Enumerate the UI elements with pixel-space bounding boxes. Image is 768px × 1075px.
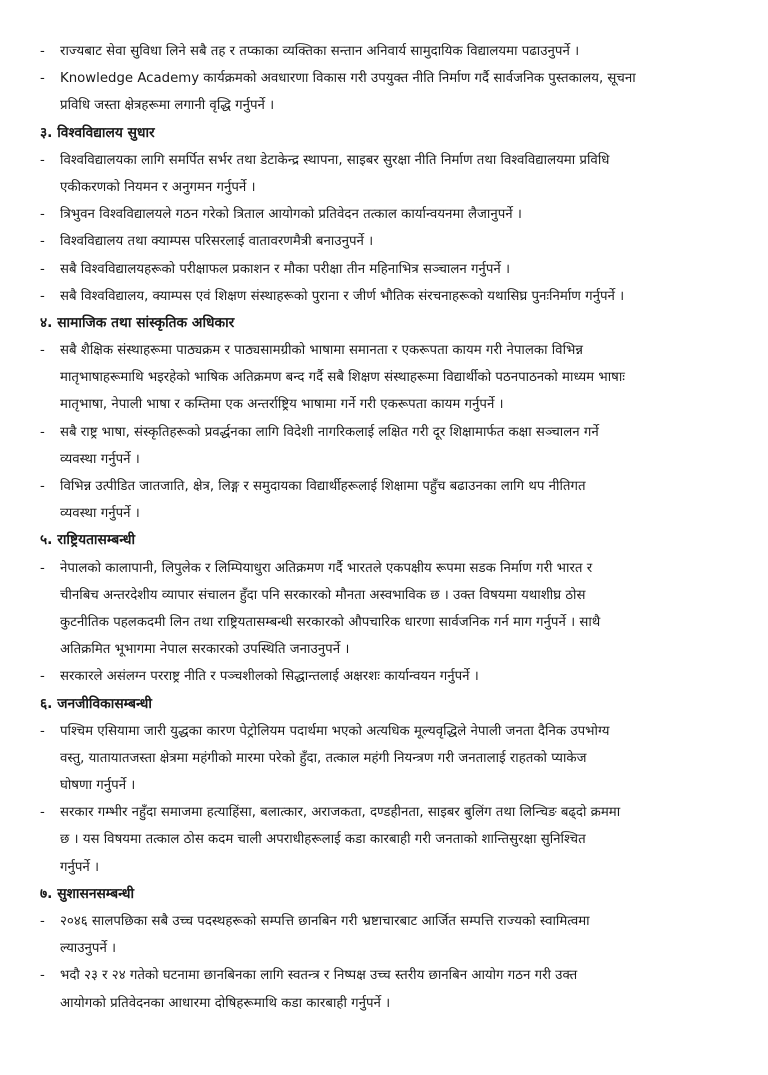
line-text: एकीकरणको नियमन र अनुगमन गर्नुपर्ने । [60,179,256,195]
bullet-marker: - [40,560,45,576]
line-text: राज्यबाट सेवा सुविधा लिने सबै तह र तप्काका व्यक्तिका सन्तान अनिवार्य सामुदायिक विद्यालयमा पढाउनुपर्ने । [60,44,580,59]
bullet-continuation [40,92,728,119]
bullet-continuation [40,174,728,201]
bullet-marker: - [40,723,45,739]
bullet-item [40,419,728,446]
line-text: ४. सामाजिक तथा सांस्कृतिक अधिकार [40,314,235,331]
bullet-marker: - [40,479,45,494]
bullet-marker: - [40,207,45,223]
bullet-continuation [40,582,728,609]
line-text: मातृभाषा, नेपाली भाषा र कम्तिमा एक अन्तर्राष्ट्रिय भाषामा गर्ने गरी एकरूपता कायम गर्नुपर्ने । [60,397,504,413]
section-heading [40,310,728,337]
bullet-item [40,147,728,174]
line-text: छ । यस विषयमा तत्काल ठोस कदम चाली अपराधीहरूलाई कडा कारबाही गरी जनताको शान्तिसुरक्षा सुनिश्चित [60,832,586,848]
bullet-marker: - [40,44,45,59]
bullet-item [40,473,728,500]
bullet-marker: - [40,424,45,440]
bullet-item [40,38,728,65]
line-text: विश्वविद्यालय तथा क्याम्पस परिसरलाई वातावरणमैत्री बनाउनुपर्ने । [60,234,374,250]
bullet-item [40,283,728,310]
bullet-item [40,718,728,745]
line-text: भदौ २३ र २४ गतेको घटनामा छानबिनका लागि स्वतन्त्र र निष्पक्ष उच्च स्तरीय छानबिन आयोग गठन गरी उक्त [60,968,578,984]
bullet-item [40,337,728,364]
bullet-marker: - [40,343,45,359]
bullet-continuation [40,826,728,853]
bullet-continuation [40,391,728,418]
line-text: व्यवस्था गर्नुपर्ने । [60,451,140,467]
line-text: प्रविधि जस्ता क्षेत्रहरूमा लगानी वृद्धि गर्नुपर्ने । [60,98,275,114]
bullet-continuation [40,745,728,772]
line-text: ७. सुशासनसम्बन्धी [40,885,135,902]
bullet-item [40,201,728,228]
bullet-marker: - [40,288,45,304]
bullet-marker: - [40,669,45,685]
bullet-item [40,908,728,935]
line-text: सबै राष्ट्र भाषा, संस्कृतिहरूको प्रवर्द्धनका लागि विदेशी नागरिकलाई लक्षित गरी दूर शिक्षामार्फत कक्षा सञ्चालन गर्ने [60,424,599,440]
line-text: व्यवस्था गर्नुपर्ने । [60,506,140,522]
line-text: त्रिभुवन विश्वविद्यालयले गठन गरेको त्रिताल आयोगको प्रतिवेदन तत्काल कार्यान्वयनमा लैजानुपर्ने । [60,207,522,223]
bullet-continuation [40,990,728,1017]
bullet-continuation [40,500,728,527]
line-text: सबै विश्वविद्यालय, क्याम्पस एवं शिक्षण संस्थाहरूको पुराना र जीर्ण भौतिक संरचनाहरूको यथासिघ्र पुनःनिर्माण गर्नुपर्ने । [60,288,625,304]
bullet-marker: - [40,71,45,87]
line-text: नेपालको कालापानी, लिपुलेक र लिम्पियाधुरा अतिक्रमण गर्दै भारतले एकपक्षीय रूपमा सडक निर्माण गरी भारत र [60,560,593,576]
bullet-item [40,65,728,92]
bullet-item [40,799,728,826]
bullet-marker: - [40,968,45,984]
line-text: २०४६ सालपछिका सबै उच्च पदस्थहरूको सम्पत्ति छानबिन गरी भ्रष्टाचारबाट आर्जित सम्पत्ति राज्यको स्वामित्वमा [60,914,590,929]
bullet-marker: - [40,805,45,821]
line-text: विभिन्न उत्पीडित जातजाति, क्षेत्र, लिङ्ग र समुदायका विद्यार्थीहरूलाई शिक्षामा पहुँच बढाउनका लागि थप नीतिगत [60,479,586,494]
line-text: Knowledge Academy कार्यक्रमको अवधारणा विकास गरी उपयुक्त नीति निर्माण गर्दै सार्वजनिक पुस्तकालय, सूचना [60,71,636,87]
line-text: सबै विश्वविद्यालयहरूको परीक्षाफल प्रकाशन र मौका परीक्षा तीन महिनाभित्र सञ्चालन गर्नुपर्ने । [60,261,511,277]
section-heading [40,691,728,718]
bullet-continuation [40,446,728,473]
section-heading [40,120,728,147]
bullet-marker: - [40,914,45,929]
section-heading [40,881,728,908]
line-text: ५. राष्ट्रियतासम्बन्धी [40,532,136,549]
bullet-marker: - [40,261,45,277]
bullet-continuation [40,636,728,663]
bullet-item [40,962,728,989]
line-text: सबै शैक्षिक संस्थाहरूमा पाठ्यक्रम र पाठ्यसामग्रीको भाषामा समानता र एकरूपता कायम गरी नेपालका विभिन्न [60,343,583,359]
line-text: वस्तु, यातायातजस्ता क्षेत्रमा महंगीको मारमा परेको हुँदा, तत्काल महंगी नियन्त्रण गरी जनतालाई राहतको प्याकेज [60,750,587,766]
line-text: गर्नुपर्ने । [60,859,100,875]
line-text: ६. जनजीविकासम्बन्धी [40,695,152,712]
bullet-item [40,663,728,690]
line-text: मातृभाषाहरूमाथि भइरहेको भाषिक अतिक्रमण बन्द गर्दै सबै शिक्षण संस्थाहरूमा विद्यार्थीको पठनपाठनको माध्यम भाषाः [60,370,625,386]
line-text: चीनबिच अन्तरदेशीय व्यापार संचालन हुँदा पनि सरकारको मौनता अस्वभाविक छ । उक्त विषयमा यथाशीघ्र ठोस [60,587,586,603]
line-text: सरकार गम्भीर नहुँदा समाजमा हत्याहिंसा, बलात्कार, अराजकता, दण्डहीनता, साइबर बुलिंग तथा लिन्चिङ बढ्दो क्रममा [60,805,621,821]
bullet-item [40,228,728,255]
bullet-continuation [40,854,728,881]
bullet-marker: - [40,234,45,250]
line-text: ल्याउनुपर्ने । [60,941,117,957]
bullet-continuation [40,935,728,962]
bullet-item [40,555,728,582]
bullet-continuation [40,364,728,391]
bullet-marker: - [40,152,45,168]
line-text: सरकारले असंलग्न परराष्ट्र नीति र पञ्चशीलको सिद्धान्तलाई अक्षरशः कार्यान्वयन गर्नुपर्ने । [60,669,479,685]
bullet-continuation [40,609,728,636]
line-text: आयोगको प्रतिवेदनका आधारमा दोषिहरूमाथि कडा कारबाही गर्नुपर्ने । [60,995,391,1011]
line-text: विश्वविद्यालयका लागि समर्पित सर्भर तथा डेटाकेन्द्र स्थापना, साइबर सुरक्षा नीति निर्माण तथा विश्वविद्यालयमा प्रविधि [60,152,610,168]
section-heading [40,527,728,554]
line-text: कुटनीतिक पहलकदमी लिन तथा राष्ट्रियतासम्बन्धी सरकारको औपचारिक धारणा सार्वजनिक गर्न माग गर्नुपर्ने । साथै [60,614,601,630]
document-body [40,38,728,1017]
bullet-continuation [40,772,728,799]
line-text: अतिक्रमित भूभागमा नेपाल सरकारको उपस्थिति जनाउनुपर्ने । [60,642,350,658]
line-text: ३. विश्वविद्यालय सुधार [40,124,155,141]
line-text: पश्चिम एसियामा जारी युद्धका कारण पेट्रोलियम पदार्थमा भएको अत्यधिक मूल्यवृद्धिले नेपाली जनता दैनिक उपभोग्य [60,723,610,739]
bullet-item [40,256,728,283]
line-text: घोषणा गर्नुपर्ने । [60,778,136,794]
